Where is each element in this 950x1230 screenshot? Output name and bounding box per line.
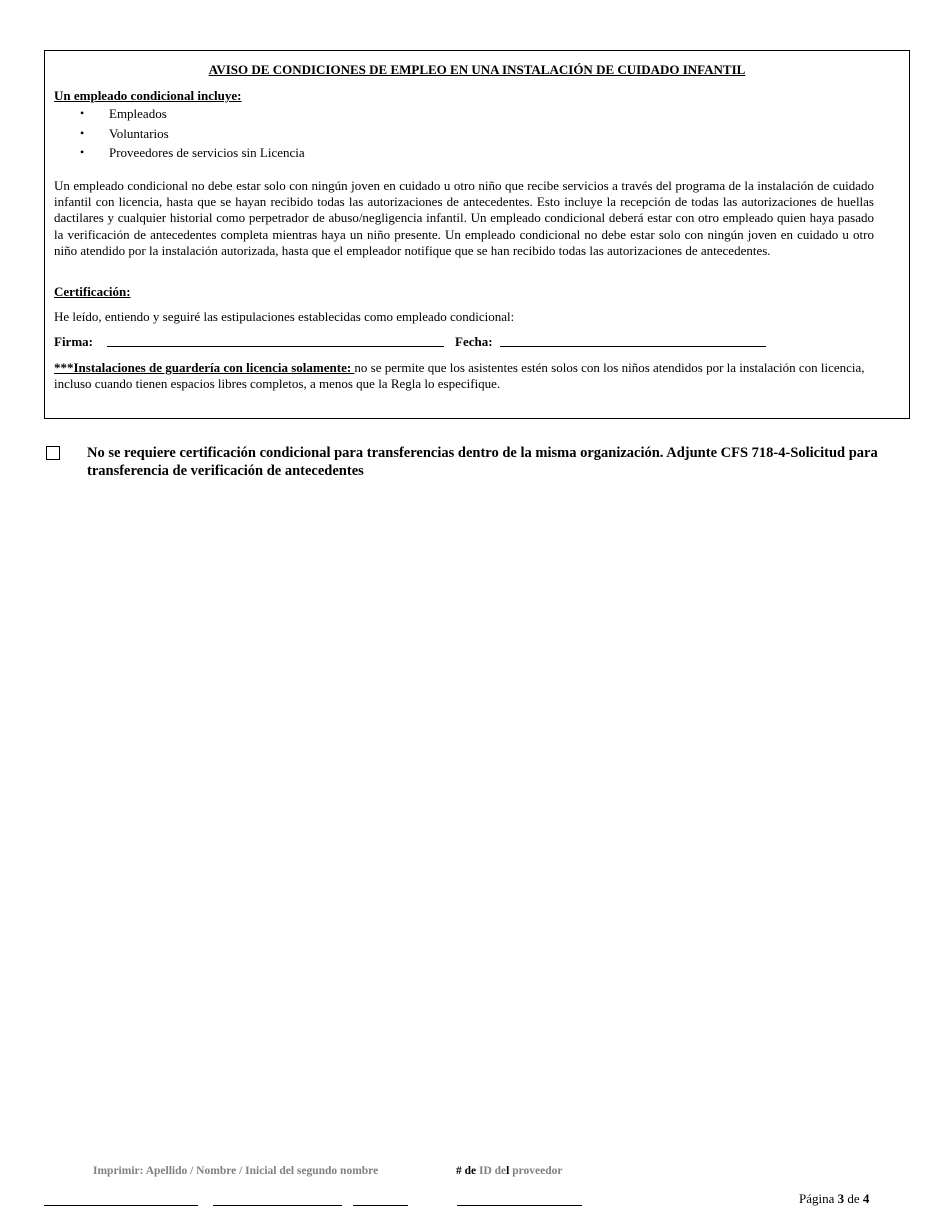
print-name-label: Imprimir: Apellido / Nombre / Inicial del segundo nombre xyxy=(93,1165,379,1177)
date-field[interactable] xyxy=(500,346,766,347)
conditional-employee-list xyxy=(80,104,305,163)
daycare-note xyxy=(54,360,879,391)
signature-label: Firma: xyxy=(54,334,93,349)
last-name-field[interactable] xyxy=(44,1205,198,1206)
transfer-note: No se requiere certificación condicional para transferencias dentro de la misma organización. Adjunte CFS 718-4-Solicitud para transferencia de verificación de antecedentes xyxy=(87,445,878,479)
first-name-field[interactable] xyxy=(213,1205,342,1206)
bullet-icon: • xyxy=(80,106,85,120)
conditional-employment-notice xyxy=(44,50,910,419)
certification-heading: Certificación: xyxy=(54,284,131,299)
date-label: Fecha: xyxy=(455,334,493,349)
list-item: • Empleados xyxy=(80,104,305,124)
bullet-icon: • xyxy=(80,145,85,159)
provider-id-field[interactable] xyxy=(457,1205,582,1206)
page-number: Página 3 de 4 xyxy=(799,1191,870,1206)
list-item: • Voluntarios xyxy=(80,124,305,144)
bullet-icon: • xyxy=(80,125,85,140)
transfer-checkbox[interactable] xyxy=(46,446,60,460)
list-item: • Proveedores de servicios sin Licencia xyxy=(80,143,305,163)
conditional-employee-paragraph: Un empleado condicional no debe estar solo con ningún joven en cuidado u otro niño que recibe servicios a través del programa de la instalación de cuidado infantil con licencia, hasta que se hayan recibido todas las autorizaciones de antecedentes. Esto incluye la recepción de todas las autorizaciones de huellas dactilares y cualquier historial como perpetrador de abuso/negligencia infantil. Un empleado condicional deberá estar con otro empleado quien haya pasado la verificación de antecedentes completa mientras haya un niño presente. Un empleado condicional no debe estar solo con ningún joven en cuidado u otro niño atendido por la instalación autorizada, hasta que el empleador notifique que se han recibido todas las autorizaciones de antecedentes. xyxy=(54,178,874,258)
signature-row xyxy=(54,334,874,352)
daycare-note-text: no se permite que los asistentes estén solos con los niños atendidos por la instalación con licencia, incluso cuando tienen espacios libres completos, a menos que la Regla lo especifique. xyxy=(54,360,865,391)
certification-text: He leído, entiendo y seguiré las estipulaciones establecidas como empleado condicional: xyxy=(54,309,515,324)
signature-field[interactable] xyxy=(107,346,444,347)
provider-id-label: # de ID del proveedor xyxy=(456,1165,563,1177)
includes-heading: Un empleado condicional incluye: xyxy=(54,88,242,103)
daycare-note-lead: ***Instalaciones de guardería con licencia solamente: xyxy=(54,360,355,375)
middle-initial-field[interactable] xyxy=(353,1205,408,1206)
notice-title: AVISO DE CONDICIONES DE EMPLEO EN UNA INSTALACIÓN DE CUIDADO INFANTIL xyxy=(208,62,746,77)
